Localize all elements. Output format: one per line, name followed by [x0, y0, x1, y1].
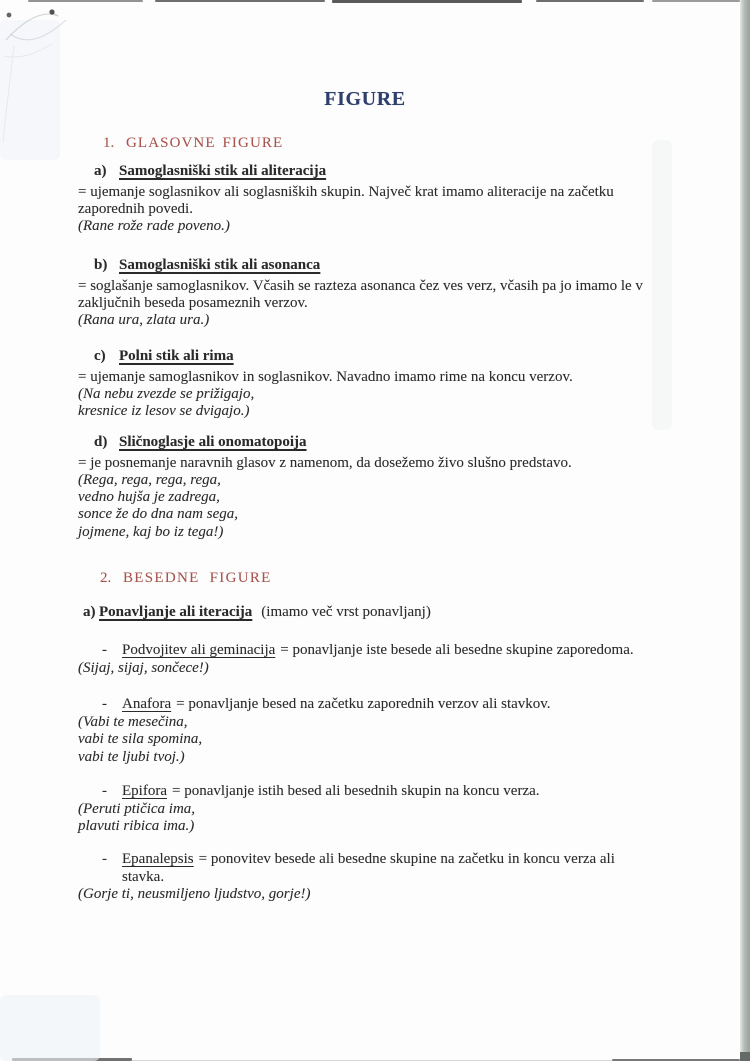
example-line: (Peruti ptičica ima, — [78, 801, 196, 818]
example-line: vedno hujša je zadrega, — [78, 489, 220, 506]
section-2 — [100, 570, 745, 588]
subsection-aliteracija — [78, 163, 723, 235]
subsection-term: Polni stik ali rima — [119, 348, 234, 364]
scan-edge-right-strip — [740, 0, 750, 1061]
example-line: (Gorje ti, neusmiljeno ljudstvo, gorje!) — [78, 886, 311, 903]
scan-edge-top-segment — [28, 0, 143, 2]
example-line: jojmene, kaj bo iz tega!) — [78, 523, 224, 540]
subsection-note: (imamo več vrst ponavljanj) — [261, 604, 431, 620]
definition-line: zaključnih beseda posameznih verzov. — [78, 294, 308, 311]
bullet-definition: = ponavljanje iste besede ali besedne skupine zaporedoma. — [280, 642, 634, 658]
bullet-term: Epifora — [122, 783, 167, 799]
bullet-term: Epanalepsis — [122, 851, 194, 867]
example-line: (Na nebu zvezde se prižigajo, — [78, 385, 255, 402]
scan-edge-top-segment — [536, 0, 644, 2]
example-line: vabi te ljubi tvoj.) — [78, 748, 185, 765]
subsection-onomatopoija — [78, 434, 723, 541]
bullet-definition: = ponavljanje besed na začetku zaporednih verzov ali stavkov. — [176, 696, 551, 712]
bullet-heading — [78, 783, 723, 800]
subsection-heading — [78, 604, 723, 621]
scan-edge-top-segment — [155, 0, 325, 2]
example-line: sonce že do dna nam sega, — [78, 506, 238, 523]
definition-line: = je posnemanje naravnih glasov z namenom, da dosežemo živo slušno predstavo. — [78, 454, 572, 471]
subsection-label: c) — [94, 348, 106, 364]
bullet-term: Podvojitev ali geminacija — [122, 642, 276, 658]
subsection-iteracija — [78, 604, 723, 621]
section-1-heading — [103, 135, 748, 153]
section-1 — [103, 135, 748, 153]
subsection-heading — [78, 348, 723, 365]
subsection-heading — [78, 434, 723, 451]
bullet-dash: - — [102, 642, 107, 658]
page-title: FIGURE — [324, 88, 406, 110]
bullet-heading — [78, 696, 723, 713]
subsection-rima — [78, 348, 723, 420]
pencil-scribble-mark — [0, 0, 130, 150]
bullet-heading — [78, 642, 723, 659]
subsection-term: Ponavljanje ali iteracija — [99, 604, 253, 620]
scan-streak — [0, 995, 100, 1061]
bullet-term: Anafora — [122, 696, 172, 712]
subsection-term: Sličnoglasje ali onomatopoija — [119, 434, 307, 450]
section-1-heading-text: GLASOVNE FIGURE — [126, 135, 284, 151]
bullet-epifora — [78, 783, 723, 836]
example-line: (Rega, rega, rega, rega, — [78, 471, 221, 488]
definition-line: zaporednih povedi. — [78, 200, 193, 217]
example-line: plavuti ribica ima.) — [78, 818, 195, 835]
section-1-number: 1. — [103, 135, 115, 151]
example-line: (Rane rože rade poveno.) — [78, 218, 230, 235]
scan-edge-top-segment — [332, 0, 522, 3]
example-line: vabi te sila spomina, — [78, 731, 203, 748]
bullet-dash: - — [102, 783, 107, 799]
bullet-dash: - — [102, 696, 107, 712]
subsection-heading — [78, 163, 723, 180]
bullet-dash: - — [102, 851, 107, 867]
bullet-definition: = ponovitev besede ali besedne skupine na začetku in koncu verza ali — [198, 851, 615, 867]
definition-line: = soglašanje samoglasnikov. Včasih se razteza asonanca čez ves verz, včasih pa jo imamo le v — [78, 277, 643, 294]
example-line: (Sijaj, sijaj, sončece!) — [78, 660, 209, 677]
bullet-epanalepsis — [78, 851, 723, 904]
bullet-definition: = ponavljanje istih besed ali besednih skupin na koncu verza. — [171, 783, 540, 799]
definition-continuation: stavka. — [122, 869, 165, 886]
subsection-term: Samoglasniški stik ali aliteracija — [119, 163, 327, 179]
scan-edge-bottom-corner — [740, 1052, 750, 1061]
section-2-number: 2. — [100, 570, 112, 586]
example-line: kresnice iz lesov se dvigajo.) — [78, 403, 250, 420]
subsection-asonanca — [78, 257, 723, 329]
example-line: (Vabi te mesečina, — [78, 714, 188, 731]
definition-line: = ujemanje soglasnikov ali soglasniških skupin. Največ krat imamo aliteracije na začetku — [78, 183, 614, 200]
bullet-anafora — [78, 696, 723, 766]
subsection-label: d) — [94, 434, 108, 450]
definition-line: = ujemanje samoglasnikov in soglasnikov. Navadno imamo rime na koncu verzov. — [78, 368, 573, 385]
subsection-term: Samoglasniški stik ali asonanca — [119, 257, 321, 273]
bullet-geminacija — [78, 642, 723, 677]
subsection-label: a) — [94, 163, 107, 179]
subsection-heading — [78, 257, 723, 274]
example-line: (Rana ura, zlata ura.) — [78, 312, 210, 329]
section-2-heading — [100, 570, 745, 588]
subsection-label: b) — [94, 257, 108, 273]
subsection-label: a) — [83, 604, 96, 620]
bullet-heading — [78, 851, 723, 868]
scan-edge-top-segment — [652, 0, 740, 2]
section-2-heading-text: BESEDNE FIGURE — [123, 570, 272, 586]
